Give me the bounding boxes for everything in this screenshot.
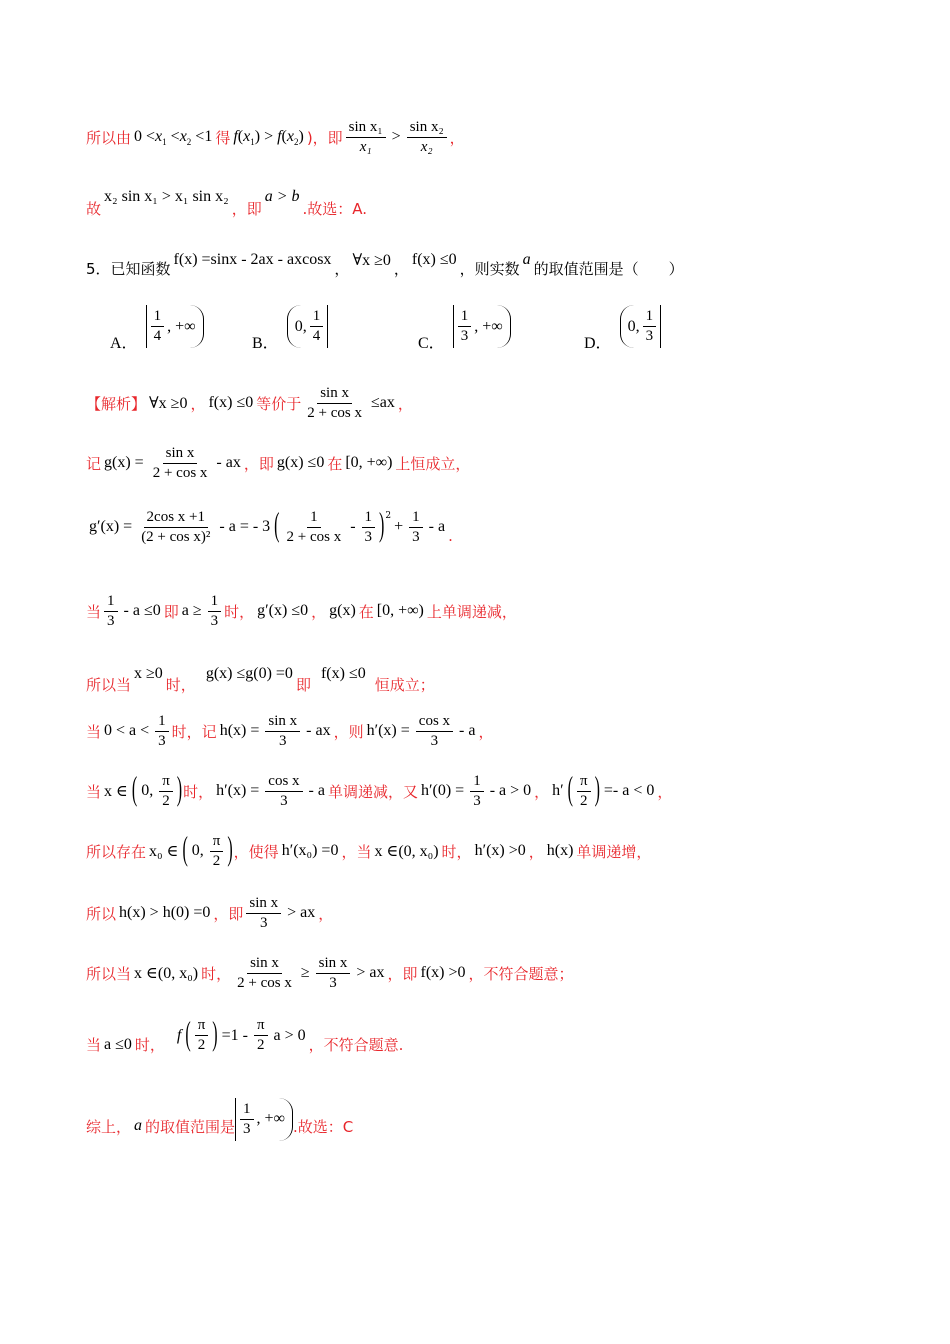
- option-b: [252, 300, 328, 353]
- sep: ，: [528, 842, 544, 861]
- solution-line-12: [86, 1098, 353, 1141]
- fraction-cosx-3: $\frac{\text{cos x}}{3}$: [416, 712, 453, 751]
- solution-line-6: [86, 712, 493, 751]
- right-paren: ): [379, 508, 385, 545]
- hprime-0: h′(0) =: [421, 782, 465, 800]
- hx-def: h(x) =: [219, 722, 260, 740]
- fraction-1-2cosx: $\frac{1}{\text{2 + cos x}}$: [286, 509, 342, 545]
- fraction-sinx1-x1: $\frac{\text{sin x₁}}{\text{x₁}}$: [346, 118, 386, 157]
- text-always: 恒成立；: [374, 676, 435, 694]
- hprime-def: h′(x) =: [366, 722, 410, 740]
- text-so: 所以: [86, 904, 117, 923]
- right-paren: ): [176, 772, 183, 809]
- gprime-def: g′(x) =: [89, 518, 133, 536]
- a-le-0: a ≤0: [104, 1035, 132, 1053]
- minus-ax: - ax: [306, 722, 331, 740]
- fx-le-0: f(x) ≤0: [411, 250, 457, 268]
- sep: ，: [334, 260, 350, 278]
- x-ge-0: x ≥0: [134, 664, 163, 682]
- forall: ∀x ≥0: [149, 395, 188, 413]
- solution-line-11: [86, 1016, 403, 1055]
- hprime: h′: [552, 782, 564, 800]
- forall-condition: ∀x ≥0: [352, 251, 391, 269]
- fraction-sinx2-x2: $\frac{\text{sin x₂}}{\text{x₂}}$: [407, 118, 447, 157]
- text-comma: ，: [449, 128, 465, 147]
- text-when: 当: [86, 722, 102, 741]
- text-then: ，则: [333, 722, 364, 741]
- gt-ax: > ax: [356, 964, 385, 982]
- sep: ，: [534, 782, 550, 801]
- left-paren: (: [185, 1016, 191, 1053]
- fraction-sinx-3: $\frac{\text{sin x}}{3}$: [316, 954, 351, 993]
- text-so-exists: 所以存在: [86, 842, 147, 861]
- fraction-1-3b: $\frac{1}{3}$: [208, 592, 222, 631]
- x0-in: x₀ ∈: [149, 843, 179, 861]
- question-text: ，则实数: [459, 260, 520, 278]
- text-then: 时，: [134, 1036, 165, 1054]
- minus: -: [350, 518, 356, 536]
- interval-start: 0,: [191, 842, 204, 860]
- le-ax: ≤ax: [370, 394, 395, 412]
- fraction-sinx-2cosx: $\frac{\text{sin x}}{\text{2 + cos x}}$: [307, 385, 362, 421]
- interval-start: 0,: [141, 782, 154, 800]
- gx: g(x): [329, 602, 356, 620]
- option-label: C．: [418, 335, 445, 352]
- left-paren: (: [182, 832, 188, 869]
- option-label: D．: [584, 335, 612, 352]
- ineq-chain: $0 <x_1 <x_2 <1$: [134, 127, 213, 147]
- fx-gt-0: f(x) >0: [420, 964, 466, 982]
- fraction-1-3: $\frac{1}{3}$: [155, 712, 169, 751]
- hx-gt-h0: h(x) > h(0) =0: [119, 904, 211, 922]
- text-namely: )，即: [306, 128, 343, 147]
- fraction-1-3b: $\frac{1}{3}$: [409, 508, 423, 547]
- option-a: [110, 300, 204, 353]
- hx: h(x): [546, 842, 574, 860]
- text-then: 时，: [441, 842, 472, 861]
- period: .: [448, 527, 453, 546]
- line-1: [86, 118, 465, 157]
- text-on: 在: [358, 602, 374, 621]
- question-number: 5．已知函数: [86, 260, 171, 278]
- sep-2: ，: [393, 260, 409, 278]
- x-interval: x ∈(0, x₀): [374, 843, 439, 861]
- fraction-derivative: $\frac{\text{2cos x +1}}{\text{(2 + cos x)²}}$: [141, 509, 211, 545]
- text-denote: 记: [86, 454, 102, 473]
- answer-a: .故选：A.: [302, 200, 368, 218]
- right-paren-2: ): [594, 772, 600, 809]
- gt-sign: >: [391, 128, 401, 146]
- solution-line-7: [86, 772, 672, 811]
- text-when: ，当: [341, 842, 372, 861]
- sep-end: ，: [397, 394, 413, 413]
- gx-le-0: g(x) ≤0: [276, 454, 325, 472]
- text-namely: ，即: [231, 200, 262, 218]
- gprime-le-0: g′(x) ≤0: [257, 602, 309, 620]
- sep: ，: [311, 602, 327, 621]
- analysis-tag: 【解析】: [86, 394, 147, 413]
- fraction-1-3: $\frac{1}{3}$: [470, 772, 484, 811]
- minus-a: - a: [459, 722, 476, 740]
- right-paren: ): [212, 1016, 218, 1053]
- text-equivalent: 等价于: [256, 394, 302, 413]
- gx-le-g0: g(x) ≤g(0) =0: [205, 664, 293, 682]
- option-d: [584, 300, 661, 353]
- text-then: 时，: [165, 676, 196, 694]
- text-when: 当: [86, 1036, 102, 1054]
- plus: +: [394, 518, 404, 536]
- text-on: 在: [327, 454, 343, 473]
- left-paren: (: [274, 508, 280, 545]
- text-namely: 即: [295, 676, 311, 694]
- fraction-sinx-2cosx: $\frac{\text{sin x}}{\text{2 + cos x}}$: [152, 445, 208, 481]
- ineq-x2sinx1: x₂ sin x₁ > x₁ sin x₂: [104, 187, 229, 205]
- text-namely: ，即: [213, 904, 244, 923]
- text-not-satisfy: ，不符合题意.: [308, 1036, 404, 1054]
- solution-line-8: [86, 832, 651, 871]
- a-ge: a ≥: [181, 602, 202, 620]
- text-then-denote: 时，记: [171, 722, 217, 741]
- text-increasing: 单调递增，: [576, 842, 652, 861]
- solution-line-9: [86, 894, 333, 933]
- text-not-satisfy: ，不符合题意；: [468, 964, 574, 983]
- sep: ，: [190, 394, 206, 413]
- text-decreasing-again: 单调递减，又: [327, 782, 418, 801]
- text-therefore: 故: [86, 200, 102, 218]
- ineq-a-gt-b: a > b: [264, 187, 300, 205]
- text-when: 当: [86, 782, 102, 801]
- interval-answer: $\frac{1}{3}$ , +∞: [235, 1098, 293, 1141]
- f: f: [176, 1026, 182, 1044]
- sep-end: ，: [478, 722, 494, 741]
- fraction-pi-2b: $\frac{\pi}{2}$: [254, 1016, 268, 1055]
- text-decreasing: 上单调递减，: [426, 602, 517, 621]
- right-paren: ): [227, 832, 233, 869]
- solution-line-2: [86, 444, 470, 483]
- solution-line-1: [86, 384, 413, 423]
- question-5: [86, 240, 684, 279]
- interval: [0, +∞): [376, 602, 424, 620]
- text-namely: ，即: [387, 964, 418, 983]
- function-definition: f(x) =sinx - 2ax - axcosx: [173, 250, 332, 268]
- hprime-def: h′(x) =: [216, 782, 260, 800]
- option-label: B．: [252, 335, 279, 352]
- interval-d: 0, $\frac{1}{3}$: [620, 305, 662, 348]
- a-range: 0 < a <: [104, 722, 150, 740]
- fraction-pi-2: $\frac{\pi}{2}$: [195, 1016, 209, 1055]
- solution-line-4: [86, 592, 517, 631]
- sep-end: ，: [657, 782, 673, 801]
- fraction-sinx-2cosx: $\frac{\text{sin x}}{\text{2 + cos x}}$: [237, 955, 292, 991]
- solution-line-5: [86, 652, 435, 695]
- text-then: 时，: [201, 964, 232, 983]
- var-a: a: [522, 250, 531, 268]
- text-so-when: 所以当: [86, 676, 132, 694]
- interval-a: $\frac{1}{4}$ , +∞: [146, 305, 204, 348]
- fraction-pi-2: $\frac{\pi}{2}$: [210, 832, 224, 871]
- option-label: A．: [110, 335, 138, 352]
- fx-le-0: f(x) ≤0: [208, 394, 254, 412]
- text-get: 得: [215, 128, 231, 147]
- fraction-1-3: $\frac{1}{3}$: [362, 508, 376, 547]
- text-so-when: 所以当: [86, 964, 132, 983]
- minus-ax: - ax: [216, 454, 241, 472]
- solution-line-10: [86, 954, 574, 993]
- text-so-from: 所以由: [86, 128, 132, 147]
- fraction-1-3: $\frac{1}{3}$: [104, 592, 118, 631]
- text-when: 当: [86, 602, 102, 621]
- gt-ax: > ax: [287, 904, 316, 922]
- fx-compare: $f(x_1) > f(x_2)$: [233, 127, 304, 147]
- x-interval: x ∈(0, x₀): [134, 965, 199, 983]
- line-2: [86, 180, 367, 219]
- text-in-summary: 综上，: [86, 1117, 132, 1136]
- text-namely: 即: [163, 602, 179, 621]
- minus-a: - a: [428, 518, 446, 536]
- left-paren: (: [131, 772, 138, 809]
- fraction-pi-2: $\frac{\pi}{2}$: [159, 772, 173, 811]
- square: 2: [385, 511, 392, 522]
- sep-end: ，: [318, 904, 334, 923]
- var-a: a: [134, 1117, 143, 1135]
- a-gt-0: a > 0: [273, 1026, 306, 1044]
- interval: [0, +∞): [345, 454, 393, 472]
- question-tail: 的取值范围是（ ）: [533, 260, 684, 278]
- ge: ≥: [300, 964, 310, 982]
- fraction-sinx-3: $\frac{\text{sin x}}{3}$: [265, 712, 300, 751]
- fx-le-0: f(x) ≤0: [320, 664, 366, 682]
- fraction-sinx-3: $\frac{\text{sin x}}{3}$: [246, 894, 281, 933]
- text-range-is: 的取值范围是: [145, 1117, 236, 1136]
- text-always-holds: 上恒成立，: [395, 454, 471, 473]
- solution-line-3: [86, 508, 453, 547]
- x-in: x ∈: [104, 783, 128, 801]
- text-then: 时，: [183, 782, 214, 801]
- answer-c: .故选：C: [292, 1117, 354, 1136]
- option-c: [418, 300, 511, 353]
- minus-a-gt-0: - a > 0: [489, 782, 532, 800]
- minus-a-le-0: - a ≤0: [123, 602, 161, 620]
- text-then: 时，: [224, 602, 255, 621]
- interval-c: $\frac{1}{3}$ , +∞: [453, 305, 511, 348]
- eq-1-minus: =1 -: [221, 1026, 248, 1044]
- text-such-that: ，使得: [233, 842, 279, 861]
- minus-a: - a: [308, 782, 325, 800]
- text-namely: ，即: [243, 454, 274, 473]
- hprime-x0: h′(x₀) =0: [281, 842, 339, 860]
- interval-b: 0, $\frac{1}{4}$: [287, 305, 329, 348]
- minus-a-eq: - a = - 3: [219, 518, 271, 536]
- left-paren-2: (: [567, 772, 573, 809]
- fraction-pi-2b: $\frac{\pi}{2}$: [577, 772, 591, 811]
- gx-def: g(x) =: [104, 454, 144, 472]
- fraction-cosx-3: $\frac{\text{cos x}}{3}$: [265, 772, 302, 811]
- hprime-gt-0: h′(x) >0: [474, 842, 526, 860]
- eq-minus-a: =- a < 0: [603, 782, 655, 800]
